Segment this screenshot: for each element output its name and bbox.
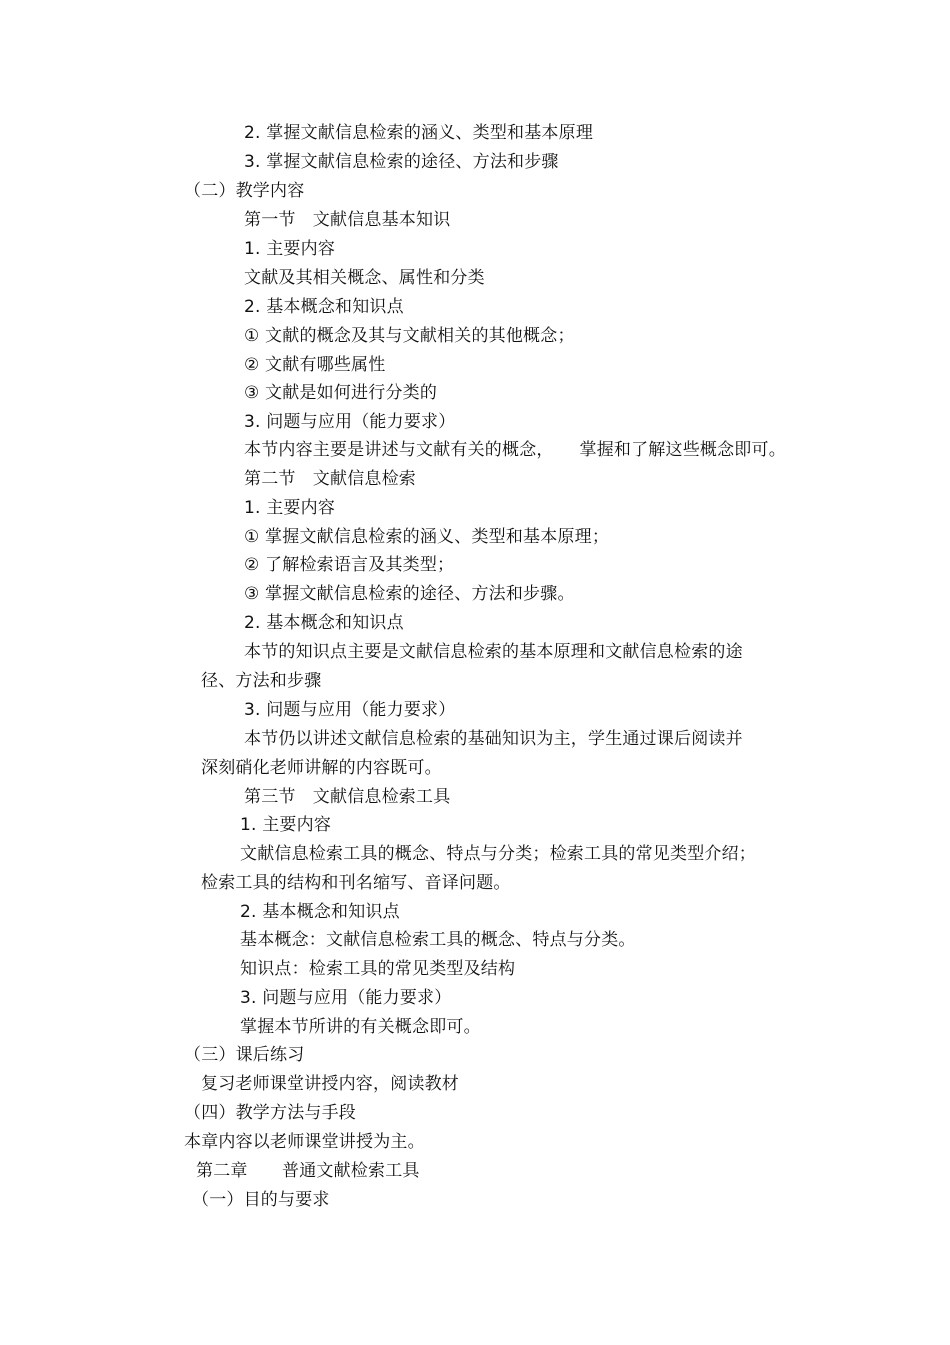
objective-item-3: 3. 掌握文献信息检索的途径、方法和步骤 bbox=[244, 152, 559, 172]
section-heading-teaching-methods: （四）教学方法与手段 bbox=[184, 1103, 356, 1123]
lesson-3-application-heading: 3. 问题与应用（能力要求） bbox=[240, 988, 452, 1008]
lesson-2-application-heading: 3. 问题与应用（能力要求） bbox=[244, 700, 456, 720]
lesson-3-main-content-text-line-1: 文献信息检索工具的概念、特点与分类；检索工具的常见类型介绍； bbox=[240, 844, 756, 864]
teaching-methods-text: 本章内容以老师课堂讲授为主。 bbox=[184, 1132, 425, 1152]
lesson-2-main-content-heading: 1. 主要内容 bbox=[244, 498, 336, 518]
lesson-1-main-content-text: 文献及其相关概念、属性和分类 bbox=[244, 268, 485, 288]
lesson-2-application-text-line-1: 本节仍以讲述文献信息检索的基础知识为主，学生通过课后阅读并 bbox=[244, 729, 743, 749]
lesson-1-concept-item-1: ① 文献的概念及其与文献相关的其他概念； bbox=[244, 326, 575, 346]
lesson-1-title: 第一节 文献信息基本知识 bbox=[244, 210, 451, 230]
lesson-3-main-content-heading: 1. 主要内容 bbox=[240, 815, 332, 835]
lesson-2-content-item-3: ③ 掌握文献信息检索的途径、方法和步骤。 bbox=[244, 584, 575, 604]
lesson-1-concept-item-2: ② 文献有哪些属性 bbox=[244, 355, 386, 375]
lesson-1-concepts-heading: 2. 基本概念和知识点 bbox=[244, 297, 404, 317]
lesson-2-application-text-line-2: 深刻硝化老师讲解的内容既可。 bbox=[201, 758, 442, 778]
lesson-2-concepts-heading: 2. 基本概念和知识点 bbox=[244, 613, 404, 633]
lesson-1-concept-item-3: ③ 文献是如何进行分类的 bbox=[244, 383, 438, 403]
lesson-1-application-text: 本节内容主要是讲述与文献有关的概念， 掌握和了解这些概念即可。 bbox=[244, 440, 786, 460]
section-heading-exercises: （三）课后练习 bbox=[184, 1045, 305, 1065]
lesson-3-knowledge-points-text: 知识点：检索工具的常见类型及结构 bbox=[240, 959, 516, 979]
lesson-3-main-content-text-line-2: 检索工具的结构和刊名缩写、音译问题。 bbox=[201, 873, 511, 893]
lesson-3-basic-concepts-text: 基本概念：文献信息检索工具的概念、特点与分类。 bbox=[240, 930, 636, 950]
lesson-3-application-text: 掌握本节所讲的有关概念即可。 bbox=[240, 1017, 481, 1037]
lesson-3-concepts-heading: 2. 基本概念和知识点 bbox=[240, 902, 400, 922]
lesson-1-application-heading: 3. 问题与应用（能力要求） bbox=[244, 412, 456, 432]
lesson-2-title: 第二节 文献信息检索 bbox=[244, 469, 416, 489]
lesson-3-title: 第三节 文献信息检索工具 bbox=[244, 787, 451, 807]
lesson-2-concepts-text-line-2: 径、方法和步骤 bbox=[201, 671, 322, 691]
lesson-2-concepts-text-line-1: 本节的知识点主要是文献信息检索的基本原理和文献信息检索的途 bbox=[244, 642, 743, 662]
chapter-2-title: 第二章 普通文献检索工具 bbox=[196, 1161, 420, 1181]
lesson-2-content-item-2: ② 了解检索语言及其类型； bbox=[244, 555, 455, 575]
lesson-2-content-item-1: ① 掌握文献信息检索的涵义、类型和基本原理； bbox=[244, 527, 610, 547]
section-heading-goals-requirements: （一）目的与要求 bbox=[192, 1190, 330, 1210]
section-heading-teaching-content: （二）教学内容 bbox=[184, 181, 305, 201]
objective-item-2: 2. 掌握文献信息检索的涵义、类型和基本原理 bbox=[244, 123, 594, 143]
lesson-1-main-content-heading: 1. 主要内容 bbox=[244, 239, 336, 259]
exercises-text: 复习老师课堂讲授内容，阅读教材 bbox=[201, 1074, 459, 1094]
